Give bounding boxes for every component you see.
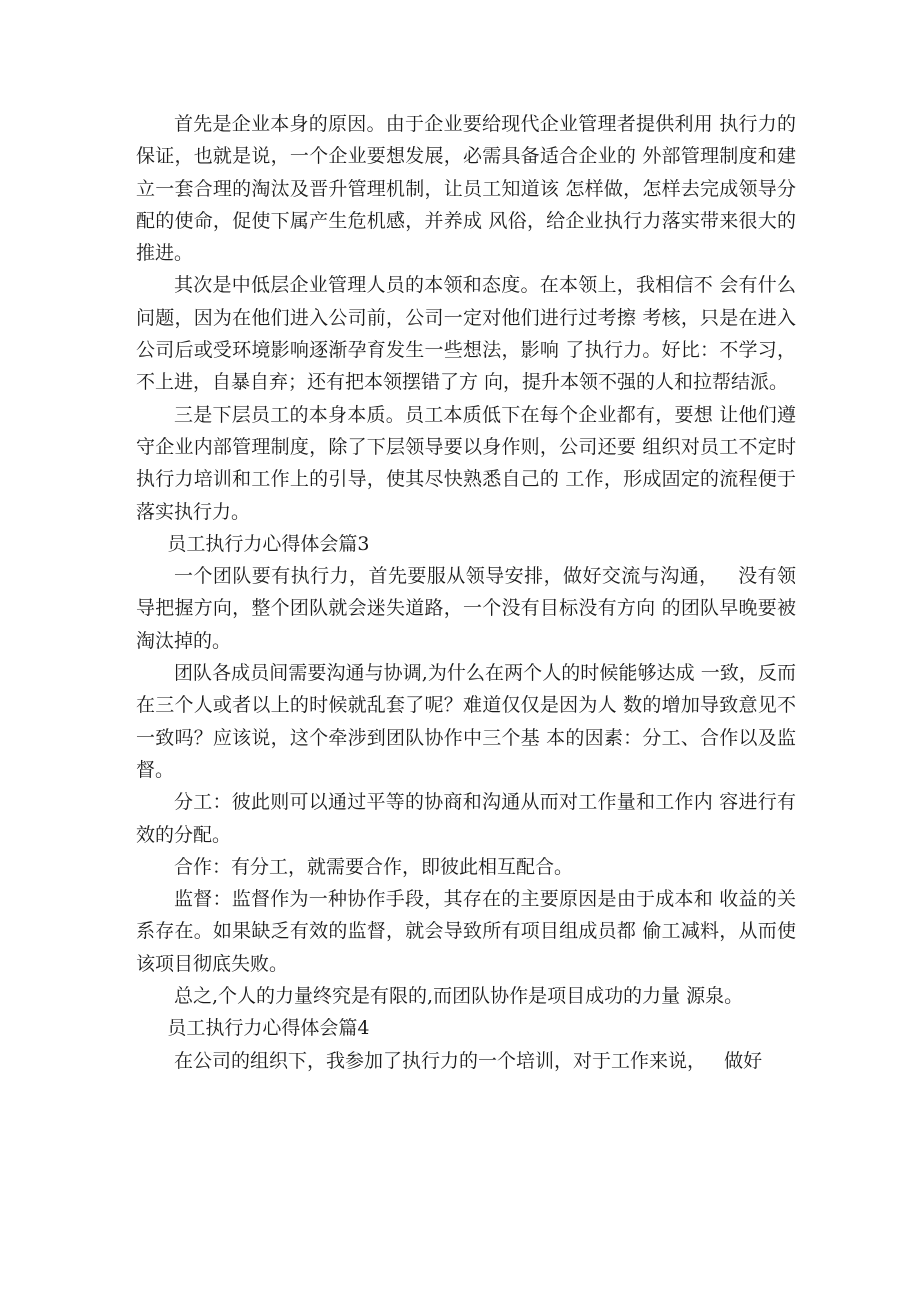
section-heading-4: 员工执行力心得体会篇4 [167, 1017, 370, 1040]
paragraph-lower-staff: 三是下层员工的本身本质。员工本质低下在每个企业都有，要想 让他们遵守企业内部管理制度，除了下层领导要以身作则，公司还要 组织对员工不定时执行力培训和工作上的引导，使其尽快熟悉自己的 工作，形成固定的流程便于落实执行力。 [136, 403, 796, 523]
paragraph-conclusion: 总之,个人的力量终究是有限的,而团队协作是项目成功的力量 源泉。 [174, 985, 744, 1008]
paragraph-team-coordination: 团队各成员间需要沟通与协调,为什么在两个人的时候能够达成 一致，反而在三个人或者以上的时候就乱套了呢？难道仅仅是因为人 数的增加导致意见不一致吗？应该说，这个牵涉到团队协作中三个基 本的因素：分工、合作以及监督。 [136, 662, 796, 781]
paragraph-enterprise-reasons: 首先是企业本身的原因。由于企业要给现代企业管理者提供利用 执行力的保证，也就是说，一个企业要想发展，必需具备适合企业的 外部管理制度和建立一套合理的淘汰及晋升管理机制，让员工知道该 怎样做，怎样去完成领导分配的使命，促使下属产生危机感，并养成 风俗，给企业执行力落实带来很大的推进。 [136, 113, 796, 265]
paragraph-supervision: 监督：监督作为一种协作手段，其存在的主要原因是由于成本和 收益的关系存在。如果缺乏有效的监督，就会导致所有项目组成员都 偷工减料，从而使该项目彻底失败。 [136, 888, 796, 975]
section-heading-3: 员工执行力心得体会篇3 [167, 532, 370, 555]
paragraph-middle-management: 其次是中低层企业管理人员的本领和态度。在本领上，我相信不 会有什么问题，因为在他们进入公司前，公司一定对他们进行过考擦 考核，只是在进入公司后或受环境影响逐渐孕育发生一些想法，影响 了执行力。好比：不学习，不上进，自暴自弃；还有把本领摆错了方 向，提升本领不强的人和拉帮结派。 [136, 274, 796, 394]
document-body [136, 108, 796, 1077]
paragraph-team-execution: 一个团队要有执行力，首先要服从领导安排，做好交流与沟通， 没有领导把握方向，整个团队就会迷失道路，一个没有目标没有方向 的团队早晚要被淘汰掉的。 [136, 565, 796, 652]
paragraph-division-of-labor: 分工：彼此则可以通过平等的协商和沟通从而对工作量和工作内 容进行有效的分配。 [136, 791, 796, 846]
paragraph-training: 在公司的组织下，我参加了执行力的一个培训，对于工作来说， 做好 [174, 1049, 763, 1072]
paragraph-cooperation: 合作：有分工，就需要合作，即彼此相互配合。 [174, 855, 574, 878]
